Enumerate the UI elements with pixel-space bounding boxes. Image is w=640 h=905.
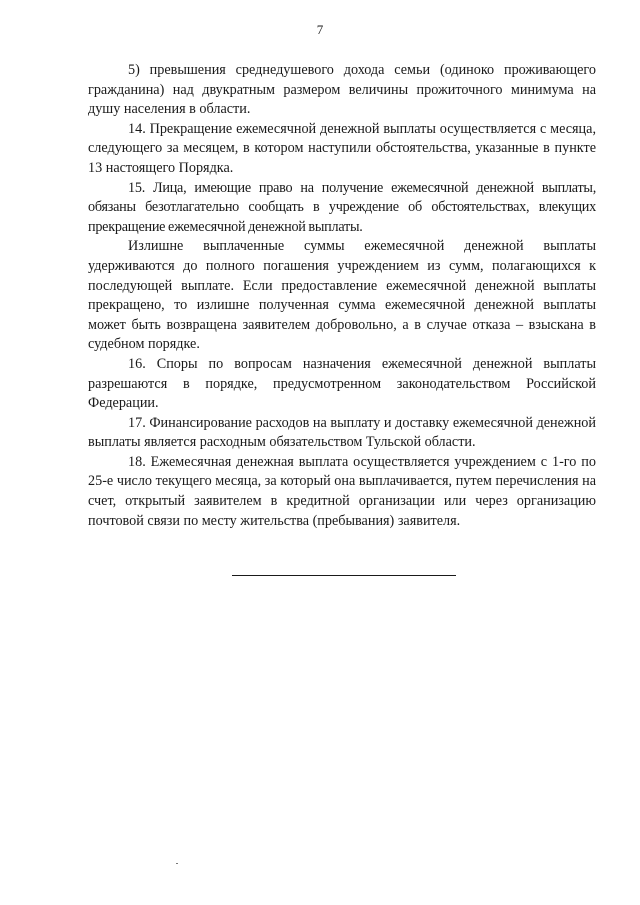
paragraph-17: 17. Финансирование расходов на выплату и доставку ежемесячной денежной выплаты является расходным обязательством Тульской области. (88, 414, 596, 451)
paragraph-14: 14. Прекращение ежемесячной денежной выплаты осуществляется с месяца, следующего за месяцем, в котором наступили обстоятельства, указанные в пункте 13 настоящего Порядка. (88, 120, 596, 176)
paragraph-18: 18. Ежемесячная денежная выплата осуществляется учреждением с 1-го по 25-е число текущего месяца, за который она выплачивается, путем перечисления на счет, открытый заявителем в кредитной организации или через организацию почтовой связи по месту жительства (пребывания) заявителя. (88, 453, 596, 529)
paragraph-overpayment: Излишне выплаченные суммы ежемесячной денежной выплаты удерживаются до полного погашения учреждением из сумм, полагающихся к последующей выплате. Если предоставление ежемесячной денежной выплаты прекращено, то излишне полученная сумма ежемесячной денежной выплаты может быть возвращена заявителем добровольно, а в случае отказа – взыскана в судебном порядке. (88, 238, 596, 353)
page-number: 7 (316, 22, 324, 37)
paragraph-item-5: 5) превышения среднедушевого дохода семьи (одиноко проживающего гражданина) над двукратным размером величины прожиточного минимума на душу населения в области. (88, 62, 596, 118)
scan-speck (176, 863, 178, 864)
end-of-document-rule (232, 575, 456, 576)
document-body (88, 61, 596, 531)
paragraph-15: 15. Лица, имеющие право на получение ежемесячной денежной выплаты, обязаны безотлагательно сообщать в учреждение об обстоятельствах, влекущих прекращение ежемесячной денежной выплаты. (88, 179, 596, 235)
paragraph-16: 16. Споры по вопросам назначения ежемесячной денежной выплаты разрешаются в порядке, предусмотренном законодательством Российской Федерации. (88, 355, 596, 412)
